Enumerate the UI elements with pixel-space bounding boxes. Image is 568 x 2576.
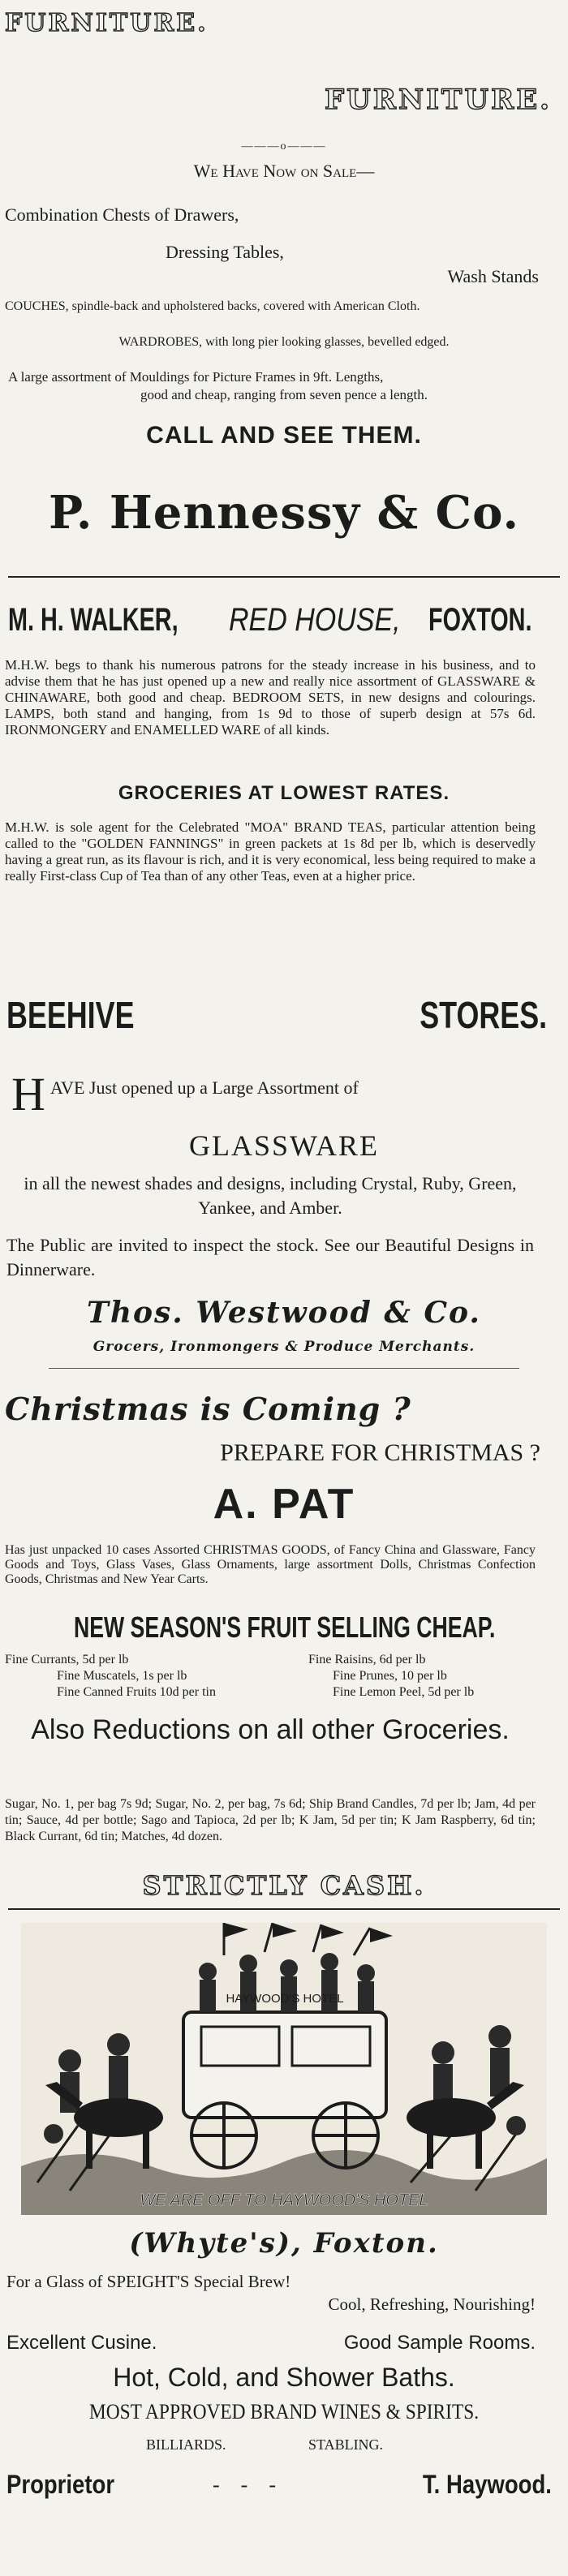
price-left: Fine Canned Fruits 10d per tin <box>57 1685 216 1699</box>
proprietor-name: T. Haywood. <box>422 2470 552 2499</box>
westwood-trades: Grocers, Ironmongers & Produce Merchants. <box>93 1339 475 1355</box>
mouldings-line: good and cheap, ranging from seven pence a length. <box>140 387 428 402</box>
proprietor-label: Proprietor <box>6 2470 115 2499</box>
furniture-item: Combination Chests of Drawers, <box>5 204 239 225</box>
price-right: Fine Lemon Peel, 5d per lb <box>333 1685 475 1699</box>
price-left: Fine Muscatels, 1s per lb <box>57 1669 187 1683</box>
illustration-caption: WE ARE OFF TO HAYWOOD'S HOTEL <box>140 2191 428 2209</box>
reductions-heading: Also Reductions on all other Groceries. <box>31 1714 510 1745</box>
stores-heading: STORES. <box>420 994 547 1036</box>
speights-line: Cool, Refreshing, Nourishing! <box>328 2294 536 2314</box>
cuisine-line: Excellent Cusine. <box>6 2332 157 2354</box>
strictly-cash: STRICTLY CASH. <box>142 1870 426 1901</box>
groceries-heading: GROCERIES AT LOWEST RATES. <box>118 782 450 804</box>
christmas-advert <box>0 1371 568 1923</box>
call-and-see: CALL AND SEE THEM. <box>146 422 422 449</box>
opened-line: AVE Just opened up a Large Assortment of <box>50 1077 359 1098</box>
tea-paragraph: M.H.W. is sole agent for the Celebrated "MOA" BRAND TEAS, particular attention being called to the "GOLDEN FANNINGS" in green packets at 1s 8d per lb, which is deservedly having a great run, as its flavour is rich, and it is very economical, less being required to make a really First-class Cup of Tea than of any other Teas, even at a higher price. <box>5 819 536 884</box>
coach-sign: HAYWOOD'S HOTEL <box>226 1992 344 2006</box>
walker-paragraph: M.H.W. begs to thank his numerous patrons for the steady increase in his business, and to advise them that he has just opened up a new and really nice assortment of GLASSWARE & CHINAWARE, both good and cheap. BEDROOM SETS, in new designs and colourings. LAMPS, both stand and hanging, from 1s 9d to those of superb design at 57s 6d. IRONMONGERY and ENAMELLED WARE of all kinds. <box>5 657 536 738</box>
on-sale-heading: We Have Now on Sale— <box>193 161 375 181</box>
wines-line: MOST APPROVED BRAND WINES & SPIRITS. <box>88 2400 480 2423</box>
fruit-heading: NEW SEASON'S FRUIT SELLING CHEAP. <box>74 1611 496 1644</box>
price-right: Fine Prunes, 10 per lb <box>333 1669 447 1683</box>
column-rule <box>49 1368 519 1369</box>
separator: ———o——— <box>241 140 327 153</box>
furniture-item: Wash Stands <box>447 266 539 286</box>
wardrobes-line: WARDROBES, with long pier looking glasses, bevelled edged. <box>118 335 450 349</box>
beehive-advert <box>0 965 568 1371</box>
public-invite: The Public are invited to inspect the stock. See our Beautiful Designs in Dinnerware. <box>6 1235 534 1279</box>
baths-line: Hot, Cold, and Shower Baths. <box>113 2363 455 2392</box>
proprietor-dashes: - - - <box>213 2473 276 2496</box>
walker-name <box>8 604 179 636</box>
furniture-advert <box>0 0 568 540</box>
furniture-header-top: FURNITURE. <box>5 9 209 37</box>
sample-rooms-line: Good Sample Rooms. <box>343 2332 536 2354</box>
column-rule <box>8 1908 560 1910</box>
christmas-coming: Christmas is Coming ? <box>5 1391 411 1427</box>
beehive-heading: BEEHIVE <box>6 994 135 1036</box>
furniture-header-main: FURNITURE. <box>325 84 552 116</box>
coach-illustration <box>21 1923 547 2215</box>
mouldings-line: A large assortment of Mouldings for Picture Frames in 9ft. Lengths, <box>8 369 384 385</box>
hennessy-company: P. Hennessy & Co. <box>48 486 519 540</box>
furniture-item: Dressing Tables, <box>166 242 284 262</box>
unpacked-paragraph: Has just unpacked 10 cases Assorted CHRISTMAS GOODS, of Fancy China and Glassware, Fancy Goods and Toys, Glass Vases, Glass Ornaments, large assortment Dolls, Christmas Confection Goods, Christmas and New Year Carts. <box>5 1543 536 1586</box>
red-house-heading: RED HOUSE, <box>229 602 401 638</box>
a-pat-heading: A. PAT <box>213 1481 355 1528</box>
walker-advert <box>0 579 568 928</box>
couches-line: COUCHES, spindle-back and upholstered backs, covered with American Cloth. <box>5 299 420 313</box>
sugar-paragraph: Sugar, No. 1, per bag 7s 9d; Sugar, No. 2, per bag, 7s 6d; Ship Brand Candles, 7d per lb; Jam, 4d per tin; Sauce, 4d per bottle; Sago and Tapioca, 2d per lb; K Jam, 5d per tin; K Jam Raspberry, 6d tin; Black Currant, 6d tin; Matches, 4d dozen. <box>5 1797 536 1843</box>
walker-name-text: M. H. WALKER, <box>8 602 179 638</box>
hotel-name: (Whyte's), Foxton. <box>129 2227 439 2260</box>
westwood-company: Thos. Westwood & Co. <box>87 1296 481 1330</box>
column-rule <box>8 576 560 578</box>
billiards-line: BILLIARDS. <box>146 2436 226 2453</box>
hotel-advert <box>0 1912 568 2576</box>
glassware-shades: in all the newest shades and designs, including Crystal, Ruby, Green, Yankee, and Amber. <box>24 1173 517 1218</box>
prepare-line: PREPARE FOR CHRISTMAS ? <box>220 1439 540 1466</box>
speights-line: For a Glass of SPEIGHT'S Special Brew! <box>6 2272 291 2291</box>
price-right: Fine Raisins, 6d per lb <box>308 1653 426 1666</box>
glassware-heading: GLASSWARE <box>188 1129 380 1162</box>
drop-cap: H <box>11 1068 45 1120</box>
foxton-heading: FOXTON. <box>428 602 532 638</box>
stabling-line: STABLING. <box>308 2436 384 2453</box>
price-left: Fine Currants, 5d per lb <box>5 1653 129 1666</box>
